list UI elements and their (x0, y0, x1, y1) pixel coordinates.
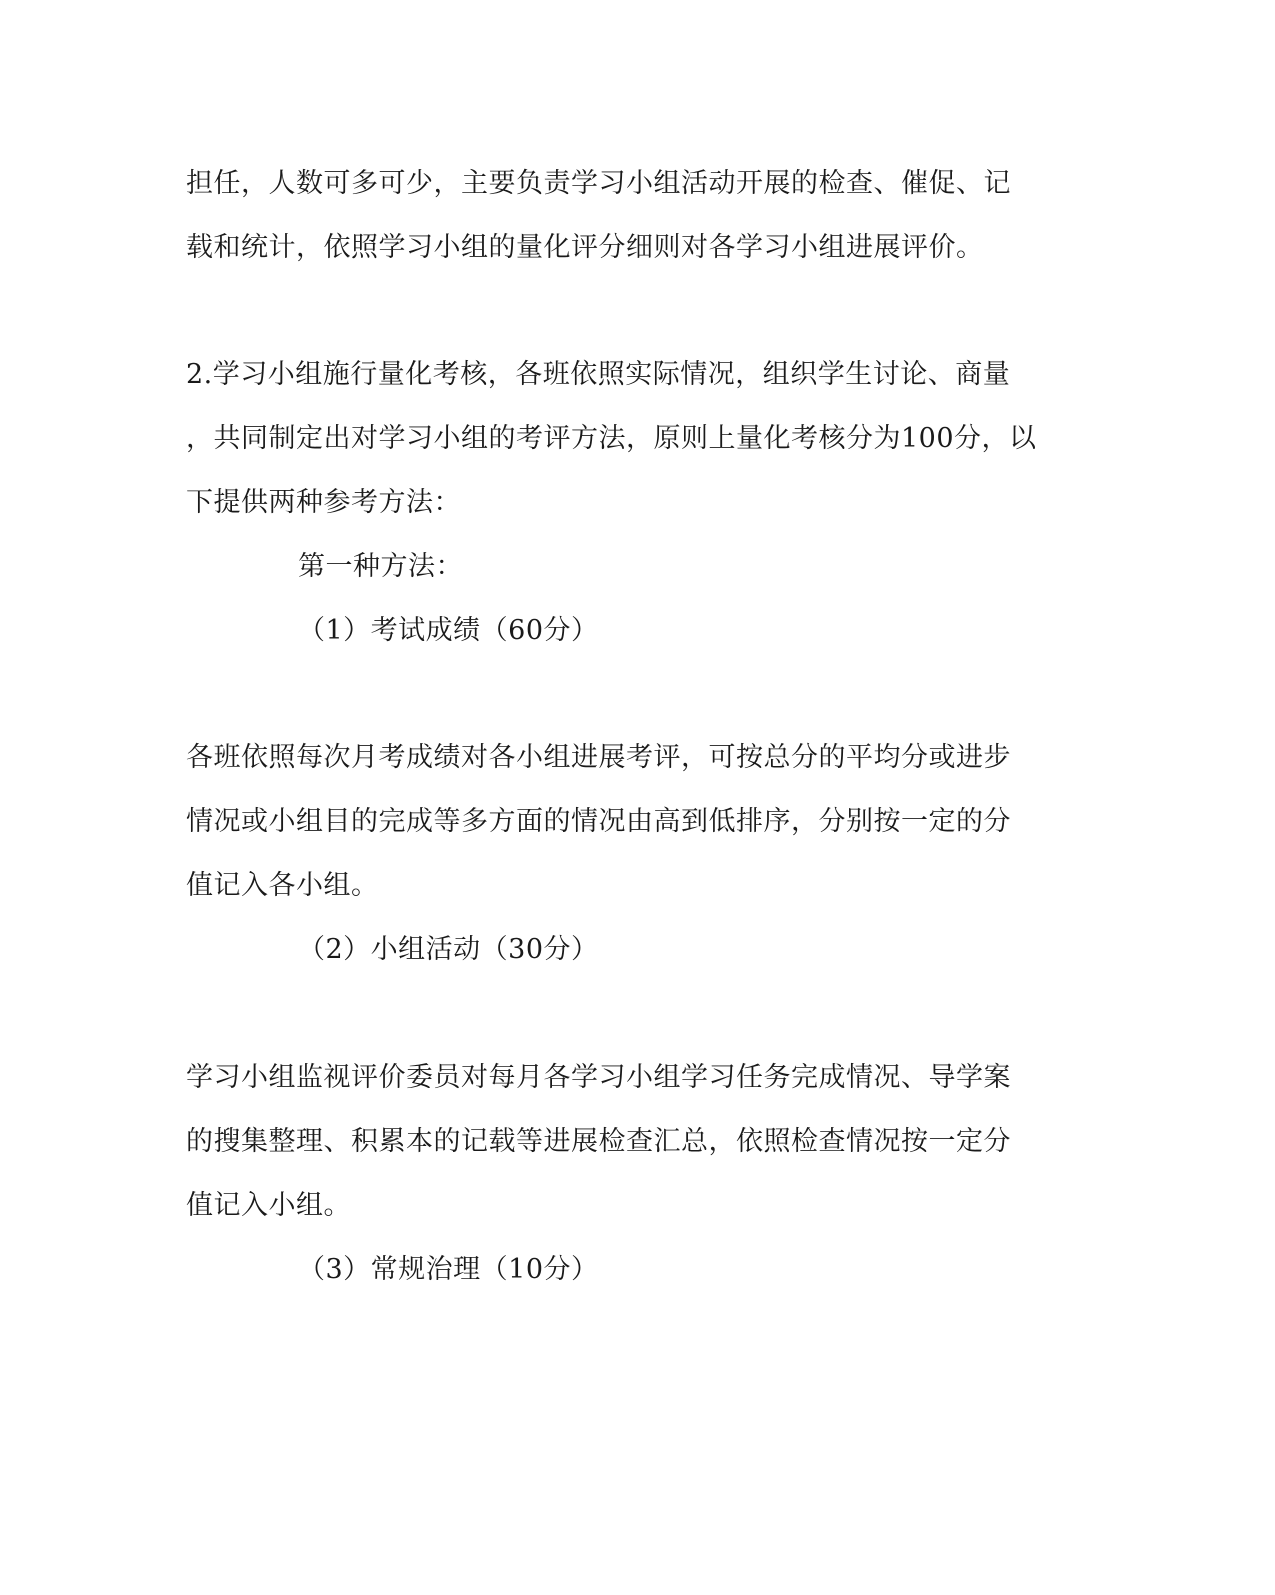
paragraph-4-line-2: 的搜集整理、积累本的记载等进展检查汇总，依照检查情况按一定分 (186, 1126, 1011, 1157)
item-3-heading: （3）常规治理（10分） (298, 1254, 599, 1285)
paragraph-1-line-1: 担任，人数可多可少，主要负责学习小组活动开展的检查、催促、记 (186, 168, 1011, 199)
paragraph-2-line-3: 下提供两种参考方法： (186, 487, 461, 518)
item-2-heading: （2）小组活动（30分） (298, 934, 599, 965)
paragraph-3-line-2: 情况或小组目的完成等多方面的情况由高到低排序，分别按一定的分 (186, 806, 1011, 837)
method-1-heading: 第一种方法： (298, 551, 463, 582)
paragraph-3-line-1: 各班依照每次月考成绩对各小组进展考评，可按总分的平均分或进步 (186, 742, 1011, 773)
paragraph-4-line-1: 学习小组监视评价委员对每月各学习小组学习任务完成情况、导学案 (186, 1062, 1011, 1093)
paragraph-2-line-1: 2.学习小组施行量化考核，各班依照实际情况，组织学生讨论、商量 (186, 359, 1011, 390)
paragraph-4-line-3: 值记入小组。 (186, 1190, 351, 1221)
paragraph-1-line-2: 载和统计，依照学习小组的量化评分细则对各学习小组进展评价。 (186, 232, 984, 263)
item-1-heading: （1）考试成绩（60分） (298, 615, 599, 646)
paragraph-3-line-3: 值记入各小组。 (186, 870, 379, 901)
paragraph-2-line-2: ，共同制定出对学习小组的考评方法，原则上量化考核分为100分，以 (186, 423, 1037, 454)
